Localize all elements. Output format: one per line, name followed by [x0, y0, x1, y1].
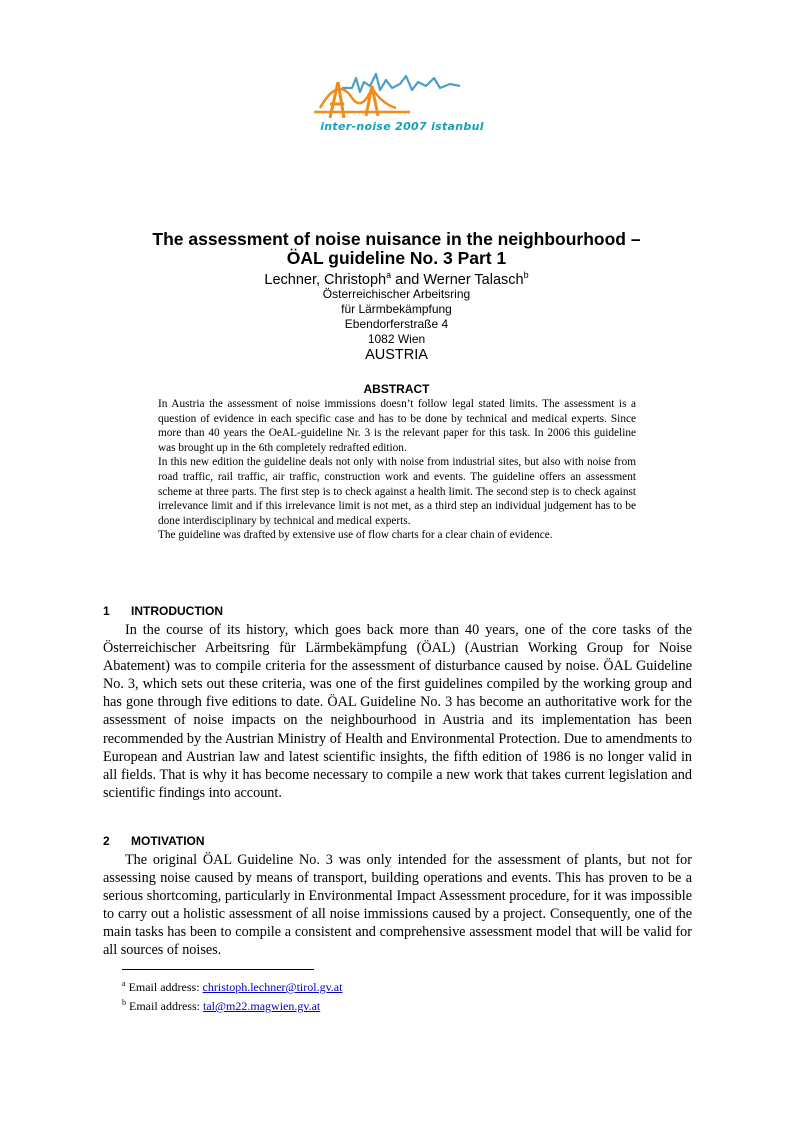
footnote-b	[122, 995, 342, 1014]
abstract-paragraph: The guideline was drafted by extensive use of flow charts for a clear chain of evidence.	[158, 529, 553, 542]
footnote-mark: a	[122, 979, 126, 988]
affiliation-line-4: 1082 Wien	[367, 332, 426, 346]
footnote-separator	[122, 969, 314, 970]
bridge-logo-graphic	[300, 68, 500, 128]
author-1-footnote-mark: a	[386, 270, 392, 280]
footnote-a	[122, 976, 342, 995]
section-body-motivation	[103, 851, 692, 960]
section-title: INTRODUCTION	[131, 604, 223, 618]
section-heading-introduction	[103, 604, 223, 618]
sound-wave-icon	[342, 74, 460, 92]
section-number: 1	[103, 604, 110, 618]
section-paragraph: The original ÖAL Guideline No. 3 was only intended for the assessment of plants, but not for assessing noise caused by means of transport, building operations and events. This has proven to be a serious shortcoming, particularly in Environmental Impact Assessment procedure, for it was impossible to carry out a holistic assessment of all noise immissions caused by a project. Consequently, one of the main tasks has been to compile a consistent and comprehensive assessment model that will be valid for all sources of noises.	[103, 852, 692, 959]
section-paragraph: In the course of its history, which goes back more than 40 years, one of the core tasks of the Österreichischer Arbeitsring für Lärmbekämpfung (ÖAL) (Austrian Working Group for Noise Abatement) was to compile criteria for the assessment of disturbance caused by noise. ÖAL Guideline No. 3, which sets out these criteria, was one of the first guidelines compiled by the working group and has gone through five editions to date. ÖAL Guideline No. 3 has become an authoritative work for the assessment of noise impacts on the neighbourhood in Austria and its implementation has been recommended by the Austrian Ministry of Health and Environmental Protection. Due to amendments to European and Austrian law and latest scientific insights, the fifth edition of 1986 is no longer valid in all fields. That is why it has become necessary to compile a new work that takes current legislation and scientific findings into account.	[103, 622, 692, 801]
section-heading-motivation	[103, 834, 205, 848]
footnote-mark: b	[122, 998, 126, 1007]
section-body-introduction	[103, 621, 692, 802]
affiliation-line-1: Österreichischer Arbeitsring	[322, 287, 471, 301]
author-2-footnote-mark: b	[523, 270, 529, 280]
affiliation-line-3: Ebendorferstraße 4	[344, 317, 449, 331]
abstract-paragraph: In Austria the assessment of noise immissions doesn’t follow legal stated limits. The assessment is a question of evidence in each specific case and has to be done by technical and medical experts. Since more than 40 years the OeAL-guideline Nr. 3 is the relevant paper for this task. In 2006 this guideline was brought up in the 6th completely redrafted edition.	[158, 398, 636, 454]
author-1: Lechner, Christoph	[264, 272, 387, 288]
affiliation-line-2: für Lärmbekämpfung	[341, 302, 452, 316]
abstract-body	[158, 397, 636, 543]
paper-title-line-1: The assessment of noise nuisance in the neighbourhood –	[152, 229, 641, 249]
email-link-lechner[interactable]: christoph.lechner@tirol.gv.at	[202, 980, 343, 994]
author-line	[0, 267, 793, 289]
country: AUSTRIA	[365, 347, 428, 363]
author-2: and Werner Talasch	[391, 272, 524, 288]
footnotes	[122, 976, 342, 1014]
footnote-label: Email address:	[129, 999, 203, 1013]
footnote-label: Email address:	[128, 980, 203, 994]
section-number: 2	[103, 834, 110, 848]
section-title: MOTIVATION	[131, 834, 205, 848]
paper-title-line-2: ÖAL guideline No. 3 Part 1	[286, 248, 507, 268]
abstract-heading: ABSTRACT	[363, 382, 430, 396]
email-link-talasch[interactable]: tal@m22.magwien.gv.at	[202, 999, 321, 1013]
abstract-paragraph: In this new edition the guideline deals not only with noise from industrial sites, but also with noise from road traffic, rail traffic, air traffic, construction work and events. The guideline offers an assessment scheme at three parts. The first step is to check against a health limit. The second step is to check against irrelevance limit and if this irrelevance limit is not met, as a third step an individual judgement has to be done interdisciplinary by technical and medical experts.	[158, 456, 636, 527]
conference-logo	[300, 68, 500, 132]
logo-text: inter-noise 2007 istanbul	[320, 120, 484, 133]
